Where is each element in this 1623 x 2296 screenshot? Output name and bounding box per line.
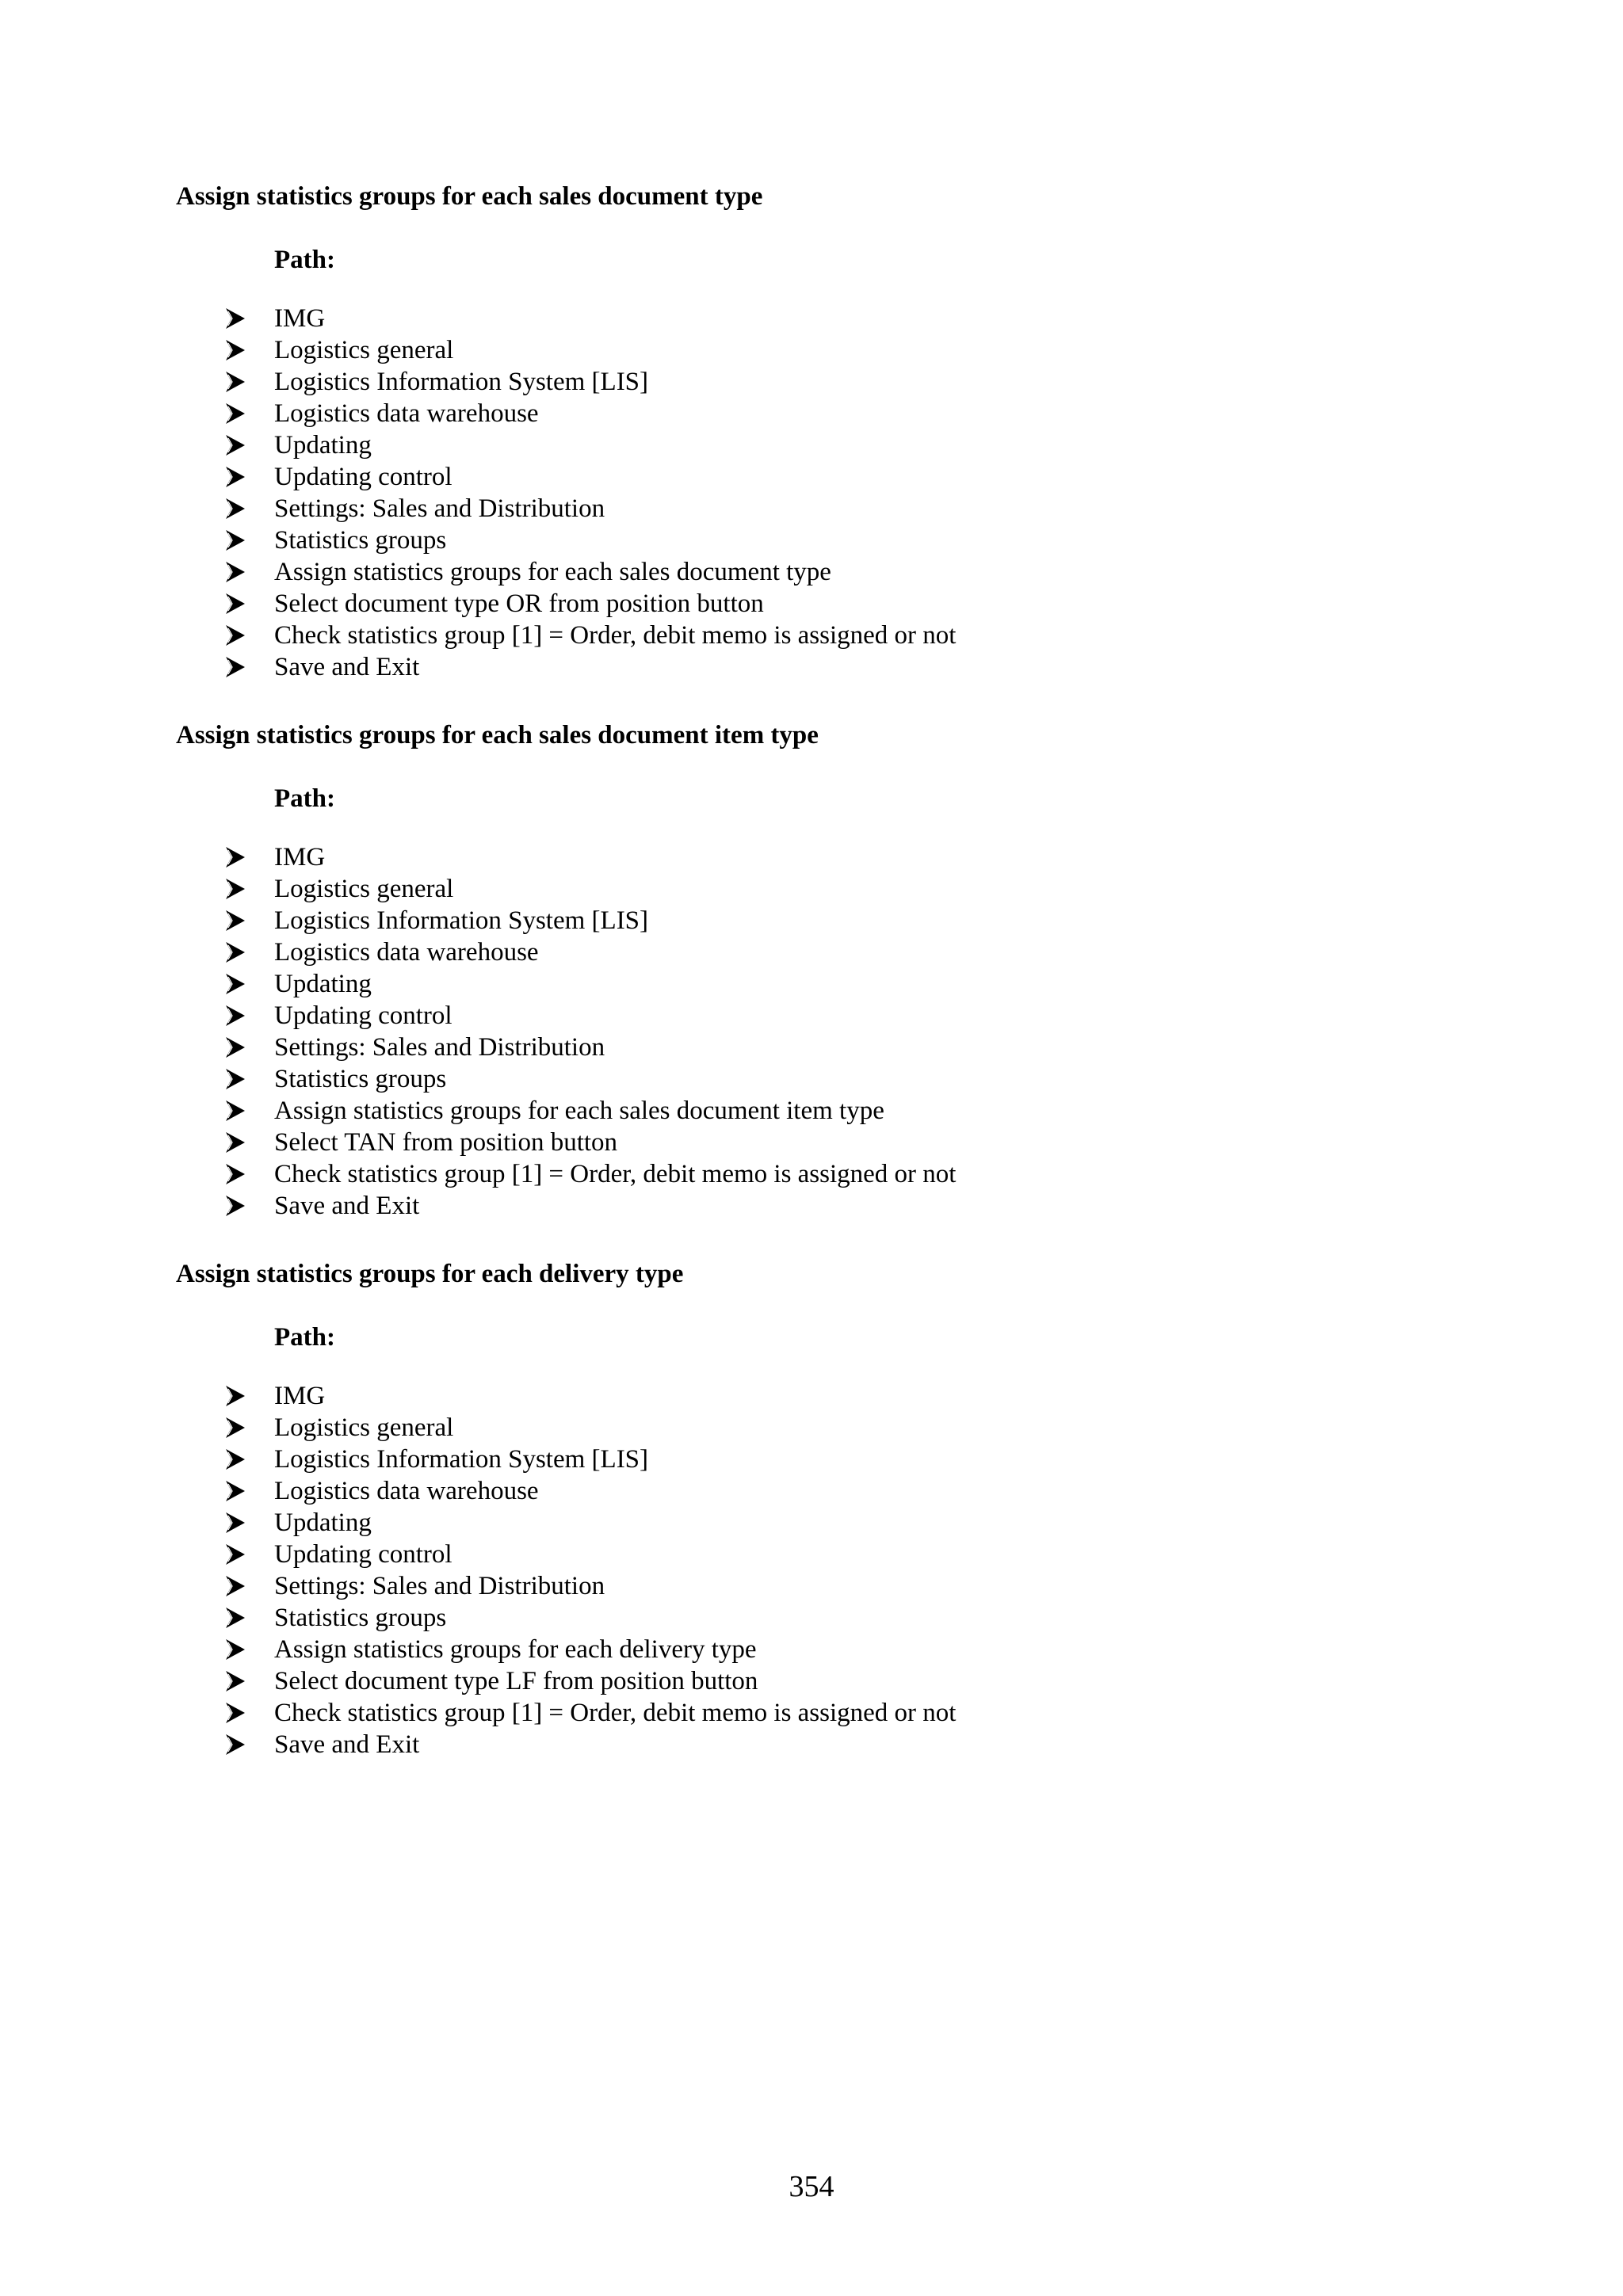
section-heading: Assign statistics groups for each delivery type bbox=[176, 1260, 684, 1288]
path-step-item bbox=[176, 334, 1444, 366]
path-steps-list bbox=[176, 841, 1444, 1222]
path-step-item bbox=[176, 841, 1444, 873]
path-step-text: Check statistics group [1] = Order, debit memo is assigned or not bbox=[274, 1160, 957, 1188]
path-step-item bbox=[176, 1000, 1444, 1032]
path-step-item bbox=[176, 1539, 1444, 1570]
arrowhead-bullet-icon bbox=[225, 307, 246, 330]
path-step-text: Select TAN from position button bbox=[274, 1128, 618, 1157]
path-step-text: Assign statistics groups for each sales document item type bbox=[274, 1097, 884, 1125]
arrowhead-bullet-icon bbox=[225, 1733, 246, 1756]
path-step-item bbox=[176, 1507, 1444, 1539]
path-step-item bbox=[176, 1444, 1444, 1475]
arrowhead-bullet-icon bbox=[225, 1100, 246, 1122]
arrowhead-bullet-icon bbox=[225, 402, 246, 425]
path-step-text: Updating control bbox=[274, 1001, 453, 1030]
path-step-item bbox=[176, 429, 1444, 461]
arrowhead-bullet-icon bbox=[225, 339, 246, 361]
arrowhead-bullet-icon bbox=[225, 1195, 246, 1217]
arrowhead-bullet-icon bbox=[225, 1543, 246, 1566]
path-step-item bbox=[176, 398, 1444, 429]
arrowhead-bullet-icon bbox=[225, 1607, 246, 1629]
arrowhead-bullet-icon bbox=[225, 1702, 246, 1724]
arrowhead-bullet-icon bbox=[225, 1385, 246, 1407]
section-sales-document-type bbox=[176, 179, 1444, 683]
arrowhead-bullet-icon bbox=[225, 910, 246, 932]
path-step-text: Statistics groups bbox=[274, 1065, 447, 1093]
arrowhead-bullet-icon bbox=[225, 1638, 246, 1661]
path-step-text: Logistics data warehouse bbox=[274, 1477, 539, 1505]
path-step-text: Logistics general bbox=[274, 875, 454, 903]
path-step-text: Statistics groups bbox=[274, 526, 447, 555]
path-step-text: Save and Exit bbox=[274, 653, 420, 681]
arrowhead-bullet-icon bbox=[225, 466, 246, 488]
path-step-item bbox=[176, 1190, 1444, 1222]
path-step-text: Updating control bbox=[274, 1540, 453, 1569]
path-step-item bbox=[176, 1634, 1444, 1665]
arrowhead-bullet-icon bbox=[225, 1575, 246, 1597]
page-number: 354 bbox=[789, 2170, 834, 2203]
path-step-text: Settings: Sales and Distribution bbox=[274, 1572, 605, 1600]
path-step-item bbox=[176, 968, 1444, 1000]
arrowhead-bullet-icon bbox=[225, 941, 246, 963]
path-step-text: Check statistics group [1] = Order, debit memo is assigned or not bbox=[274, 1699, 957, 1727]
arrowhead-bullet-icon bbox=[225, 1480, 246, 1502]
path-step-text: Logistics general bbox=[274, 336, 454, 364]
arrowhead-bullet-icon bbox=[225, 1512, 246, 1534]
arrowhead-bullet-icon bbox=[225, 846, 246, 868]
arrowhead-bullet-icon bbox=[225, 1448, 246, 1470]
path-step-text: Updating bbox=[274, 970, 372, 998]
arrowhead-bullet-icon bbox=[225, 1417, 246, 1439]
arrowhead-bullet-icon bbox=[225, 498, 246, 520]
path-step-text: Logistics data warehouse bbox=[274, 938, 539, 967]
path-step-item bbox=[176, 1570, 1444, 1602]
path-step-item bbox=[176, 1127, 1444, 1158]
path-step-item bbox=[176, 905, 1444, 936]
arrowhead-bullet-icon bbox=[225, 1163, 246, 1185]
path-step-item bbox=[176, 366, 1444, 398]
path-step-item bbox=[176, 303, 1444, 334]
arrowhead-bullet-icon bbox=[225, 1036, 246, 1058]
path-step-item bbox=[176, 1602, 1444, 1634]
arrowhead-bullet-icon bbox=[225, 434, 246, 456]
path-step-text: Check statistics group [1] = Order, debit memo is assigned or not bbox=[274, 621, 957, 650]
path-label: Path: bbox=[274, 246, 335, 274]
path-step-item bbox=[176, 1475, 1444, 1507]
path-step-text: Updating bbox=[274, 431, 372, 460]
path-step-text: Settings: Sales and Distribution bbox=[274, 494, 605, 523]
path-step-item bbox=[176, 524, 1444, 556]
path-step-text: Logistics Information System [LIS] bbox=[274, 1445, 649, 1474]
path-step-item bbox=[176, 1032, 1444, 1063]
path-step-text: Logistics general bbox=[274, 1413, 454, 1442]
document-body bbox=[176, 179, 1444, 1760]
arrowhead-bullet-icon bbox=[225, 656, 246, 678]
path-step-item bbox=[176, 1095, 1444, 1127]
path-step-item bbox=[176, 1380, 1444, 1412]
path-label: Path: bbox=[274, 1323, 335, 1352]
path-steps-list bbox=[176, 303, 1444, 683]
path-step-item bbox=[176, 651, 1444, 683]
path-step-item bbox=[176, 1729, 1444, 1760]
path-step-item bbox=[176, 556, 1444, 588]
path-step-item bbox=[176, 1063, 1444, 1095]
section-delivery-type bbox=[176, 1257, 1444, 1760]
arrowhead-bullet-icon bbox=[225, 1005, 246, 1027]
path-step-text: IMG bbox=[274, 843, 326, 871]
path-step-item bbox=[176, 1697, 1444, 1729]
path-step-text: Updating bbox=[274, 1508, 372, 1537]
path-step-item bbox=[176, 1665, 1444, 1697]
path-step-text: Assign statistics groups for each sales document type bbox=[274, 558, 831, 586]
path-step-text: Logistics Information System [LIS] bbox=[274, 368, 649, 396]
arrowhead-bullet-icon bbox=[225, 1670, 246, 1692]
path-step-text: Logistics Information System [LIS] bbox=[274, 906, 649, 935]
path-step-item bbox=[176, 620, 1444, 651]
arrowhead-bullet-icon bbox=[225, 561, 246, 583]
arrowhead-bullet-icon bbox=[225, 1068, 246, 1090]
path-step-text: Settings: Sales and Distribution bbox=[274, 1033, 605, 1062]
path-step-text: IMG bbox=[274, 1382, 326, 1410]
arrowhead-bullet-icon bbox=[225, 973, 246, 995]
arrowhead-bullet-icon bbox=[225, 371, 246, 393]
arrowhead-bullet-icon bbox=[225, 624, 246, 646]
arrowhead-bullet-icon bbox=[225, 1131, 246, 1154]
section-heading: Assign statistics groups for each sales document type bbox=[176, 182, 763, 211]
section-heading: Assign statistics groups for each sales document item type bbox=[176, 721, 819, 749]
path-step-item bbox=[176, 588, 1444, 620]
path-step-text: Select document type LF from position button bbox=[274, 1667, 758, 1695]
arrowhead-bullet-icon bbox=[225, 593, 246, 615]
path-step-text: Logistics data warehouse bbox=[274, 399, 539, 428]
path-step-text: Updating control bbox=[274, 463, 453, 491]
path-steps-list bbox=[176, 1380, 1444, 1760]
arrowhead-bullet-icon bbox=[225, 529, 246, 551]
section-sales-document-item-type bbox=[176, 718, 1444, 1222]
path-step-item bbox=[176, 936, 1444, 968]
path-step-item bbox=[176, 873, 1444, 905]
path-step-text: Select document type OR from position button bbox=[274, 589, 764, 618]
path-step-item bbox=[176, 1412, 1444, 1444]
path-label: Path: bbox=[274, 784, 335, 813]
path-step-text: Save and Exit bbox=[274, 1730, 420, 1759]
path-step-text: Assign statistics groups for each delivery type bbox=[274, 1635, 757, 1664]
path-step-text: Statistics groups bbox=[274, 1604, 447, 1632]
path-step-text: IMG bbox=[274, 304, 326, 333]
path-step-item bbox=[176, 493, 1444, 524]
path-step-item bbox=[176, 1158, 1444, 1190]
path-step-item bbox=[176, 461, 1444, 493]
path-step-text: Save and Exit bbox=[274, 1192, 420, 1220]
arrowhead-bullet-icon bbox=[225, 878, 246, 900]
